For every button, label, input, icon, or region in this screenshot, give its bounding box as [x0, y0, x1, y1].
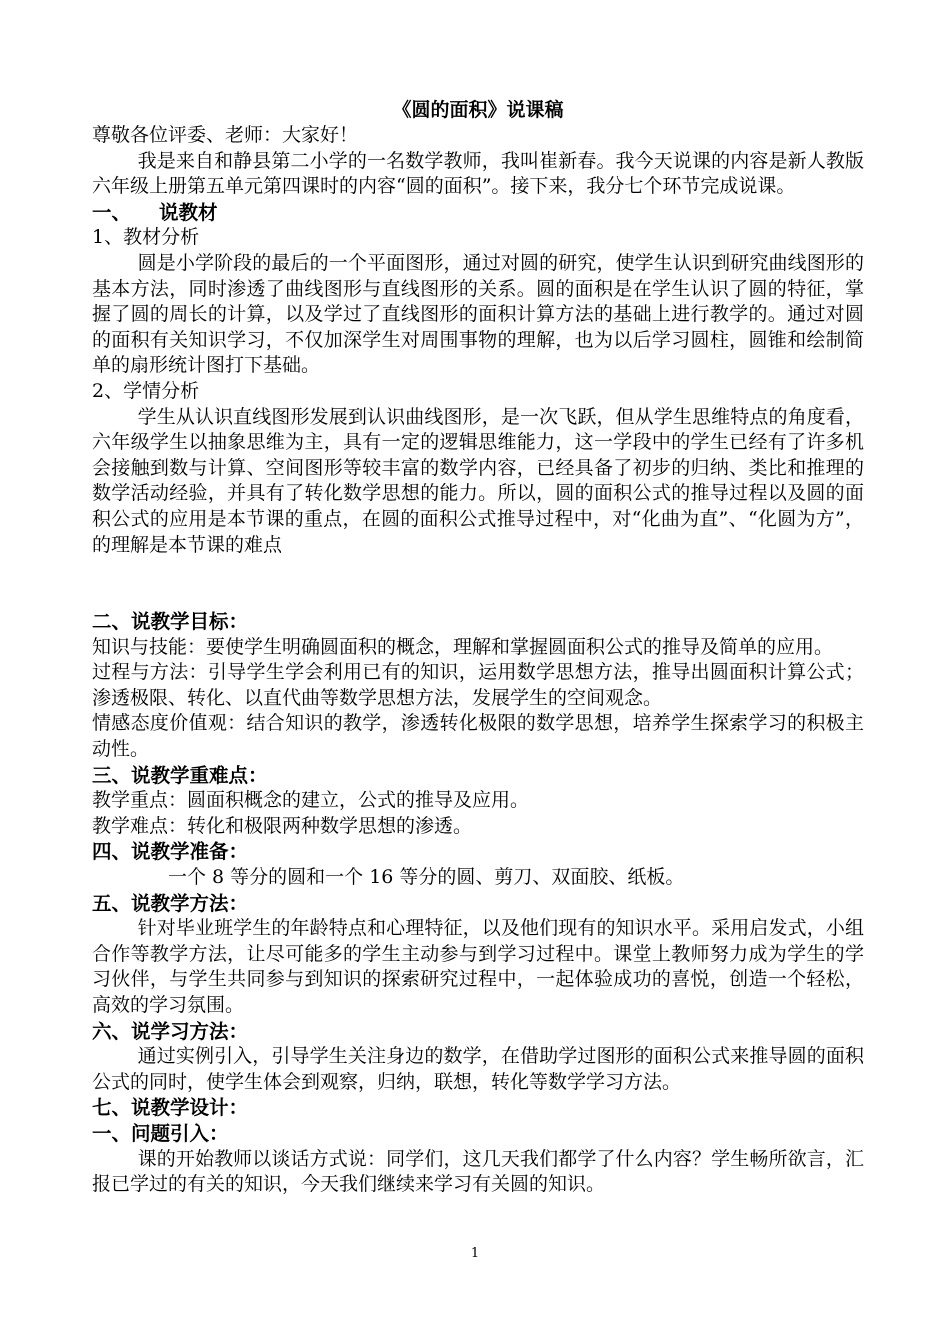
section-1-number: 一、	[92, 200, 132, 224]
section-7-heading: 七、说教学设计：	[92, 1096, 249, 1120]
section-7-sub-1: 一、问题引入：	[92, 1121, 229, 1145]
document-title: 《圆的面积》说课稿	[392, 99, 564, 121]
intro-paragraph: 我是来自和静县第二小学的一名数学教师，我叫崔新春。我今天说课的内容是新人教版六年级上册第五单元第四课时的内容“圆的面积”。接下来，我分七个环节完成说课。	[92, 149, 864, 198]
section-1-sub-2: 2、学情分析	[92, 379, 200, 402]
section-2-heading: 二、说教学目标：	[92, 610, 249, 634]
section-3-heading: 三、说教学重难点：	[92, 763, 268, 787]
section-1-sub-1: 1、教材分析	[92, 226, 200, 249]
section-2-paragraph-1: 知识与技能：要使学生明确圆面积的概念，理解和掌握圆面积公式的推导及简单的应用。	[92, 635, 834, 658]
document-body	[92, 97, 864, 1198]
section-5-paragraph-1: 针对毕业班学生的年龄特点和心理特征，以及他们现有的知识水平。采用启发式，小组合作等教学方法，让尽可能多的学生主动参与到学习过程中。课堂上教师努力成为学生的学习伙伴，与学生共同参与到知识的探索研究过程中，一起体验成功的喜悦，创造一个轻松，高效的学习氛围。	[92, 917, 864, 1016]
section-4-heading: 四、说教学准备：	[92, 840, 249, 864]
section-1-heading	[92, 200, 864, 226]
section-1-paragraph-2: 学生从认识直线图形发展到认识曲线图形，是一次飞跃，但从学生思维特点的角度看，六年级学生以抽象思维为主，具有一定的逻辑思维能力，这一学段中的学生已经有了许多机会接触到数与计算、空间图形等较丰富的数学内容，已经具备了初步的归纳、类比和推理的数学活动经验，并具有了转化数学思想的能力。所以，圆的面积公式的推导过程以及圆的面积公式的应用是本节课的重点，在圆的面积公式推导过程中，对“化曲为直”、“化圆为方”，的理解是本节课的难点	[92, 405, 864, 556]
section-2-paragraph-3: 情感态度价值观：结合知识的教学，渗透转化极限的数学思想，培养学生探索学习的积极主动性。	[92, 712, 864, 761]
section-1-title: 说教材	[159, 200, 218, 224]
section-3-paragraph-1: 教学重点：圆面积概念的建立，公式的推导及应用。	[92, 789, 530, 812]
section-6-paragraph-1: 通过实例引入，引导学生关注身边的数学，在借助学过图形的面积公式来推导圆的面积公式的同时，使学生体会到观察，归纳，联想，转化等数学学习方法。	[92, 1045, 864, 1093]
blank-line	[92, 558, 864, 609]
section-1-paragraph-1: 圆是小学阶段的最后的一个平面图形，通过对圆的研究，使学生认识到研究曲线图形的基本方法，同时渗透了曲线图形与直线图形的关系。圆的面积是在学生认识了圆的特征，掌握了圆的周长的计算，以及学过了直线图形的面积计算方法的基础上进行教学的。通过对圆的面积有关知识学习，不仅加深学生对周围事物的理解，也为以后学习圆柱，圆锥和绘制简单的扇形统计图打下基础。	[92, 251, 864, 377]
section-3-paragraph-2: 教学难点：转化和极限两种数学思想的渗透。	[92, 814, 473, 837]
greeting: 尊敬各位评委、老师：大家好！	[92, 124, 359, 146]
section-2-paragraph-2: 过程与方法：引导学生学会利用已有的知识，运用数学思想方法，推导出圆面积计算公式；渗透极限、转化、以直代曲等数学思想方法，发展学生的空间观念。	[92, 661, 864, 709]
section-5-heading: 五、说教学方法：	[92, 891, 249, 915]
section-4-paragraph-1: 一个 8 等分的圆和一个 16 等分的圆、剪刀、双面胶、纸板。	[168, 866, 685, 889]
section-6-heading: 六、说学习方法：	[92, 1019, 249, 1043]
section-7-paragraph-1: 课的开始教师以谈话方式说：同学们，这几天我们都学了什么内容？学生畅所欲言，汇报已学过的有关的知识，今天我们继续来学习有关圆的知识。	[92, 1147, 864, 1196]
page-number: 1	[470, 1246, 480, 1261]
